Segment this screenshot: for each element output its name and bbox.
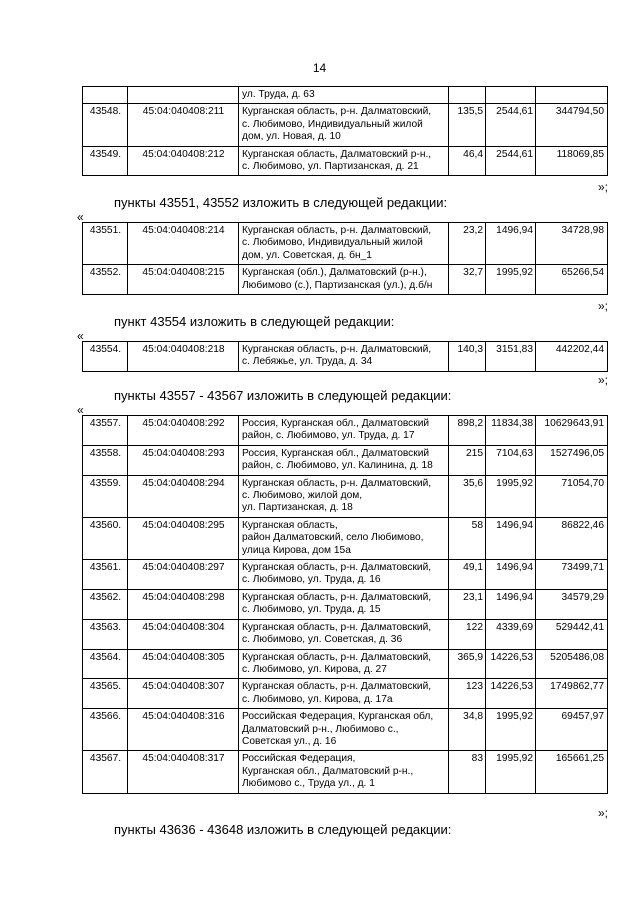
closing-quote-4: »; bbox=[597, 806, 608, 820]
address-line: с. Любимово, ул. Кирова, д. 27 bbox=[242, 663, 387, 675]
cadastral-value-cell: 65266,54 bbox=[536, 265, 608, 295]
cadastral-value-cell: 118069,85 bbox=[536, 146, 608, 176]
specific-value-cell: 1995,92 bbox=[486, 265, 536, 295]
row-number-cell: 43554. bbox=[83, 342, 128, 372]
specific-value-cell: 14226,53 bbox=[486, 649, 536, 679]
address-cell bbox=[239, 265, 449, 295]
row-number-cell: 43563. bbox=[83, 619, 128, 649]
address-line: Россия, Курганская обл., Далматовский bbox=[242, 447, 430, 459]
specific-value-cell: 1496,94 bbox=[486, 560, 536, 590]
address-line: Курганская (обл.), Далматовский (р-н.), bbox=[242, 267, 427, 279]
address-line: Курганская область, р-н. Далматовский, bbox=[242, 562, 432, 574]
paragraph-items-43551-43552: пункты 43551, 43552 изложить в следующей редакции: bbox=[114, 195, 448, 210]
table-row bbox=[83, 649, 608, 679]
cadastral-value-cell: 34728,98 bbox=[536, 223, 608, 265]
table-row bbox=[83, 146, 608, 176]
cadastral-number-cell: 45:04:040408:305 bbox=[128, 649, 239, 679]
cadastral-table-4 bbox=[82, 415, 608, 794]
closing-quote-1: »; bbox=[597, 180, 608, 194]
address-cell bbox=[239, 87, 449, 104]
cadastral-number-cell: 45:04:040408:297 bbox=[128, 560, 239, 590]
cadastral-value-cell: 529442,41 bbox=[536, 619, 608, 649]
table-row bbox=[83, 517, 608, 559]
area-cell: 135,5 bbox=[449, 104, 486, 146]
opening-quote-2: « bbox=[77, 329, 84, 343]
table-row bbox=[83, 751, 608, 793]
address-line: Любимово с., Труда ул., д. 1 bbox=[242, 778, 375, 790]
row-number-cell: 43562. bbox=[83, 589, 128, 619]
address-cell bbox=[239, 619, 449, 649]
paragraph-item-43554: пункт 43554 изложить в следующей редакции: bbox=[114, 314, 395, 329]
table-row bbox=[83, 416, 608, 446]
table-row bbox=[83, 342, 608, 372]
address-line: Курганская область, р-н. Далматовский, bbox=[242, 477, 432, 489]
row-number-cell: 43561. bbox=[83, 560, 128, 590]
specific-value-cell: 1496,94 bbox=[486, 223, 536, 265]
cadastral-number-cell: 45:04:040408:307 bbox=[128, 679, 239, 709]
area-cell: 46,4 bbox=[449, 146, 486, 176]
area-cell: 898,2 bbox=[449, 416, 486, 446]
address-line: ул. Труда, д. 63 bbox=[242, 89, 315, 100]
address-cell bbox=[239, 223, 449, 265]
specific-value-cell bbox=[486, 87, 536, 104]
address-line: дом, ул. Советская, д. бн_1 bbox=[242, 249, 372, 261]
address-line: Курганская область, р-н. Далматовский, bbox=[242, 344, 432, 355]
address-line: район Далматовский, село Любимово, bbox=[242, 532, 424, 544]
specific-value-cell: 14226,53 bbox=[486, 679, 536, 709]
table-row bbox=[83, 619, 608, 649]
area-cell: 35,6 bbox=[449, 475, 486, 517]
address-line: с. Лебяжье, ул. Труда, д. 34 bbox=[242, 356, 373, 368]
table-row bbox=[83, 87, 608, 104]
cadastral-table-1 bbox=[82, 86, 608, 176]
page-number: 14 bbox=[312, 61, 327, 75]
cadastral-number-cell: 45:04:040408:304 bbox=[128, 619, 239, 649]
table-row bbox=[83, 223, 608, 265]
area-cell: 34,8 bbox=[449, 709, 486, 751]
area-cell: 23,1 bbox=[449, 589, 486, 619]
row-number-cell: 43551. bbox=[83, 223, 128, 265]
address-line: ул. Партизанская, д. 18 bbox=[242, 502, 353, 514]
cadastral-value-cell: 5205486,08 bbox=[536, 649, 608, 679]
specific-value-cell: 1496,94 bbox=[486, 517, 536, 559]
specific-value-cell: 2544,61 bbox=[486, 146, 536, 176]
address-line: Курганская область, Далматовский р-н., bbox=[242, 148, 432, 160]
row-number-cell bbox=[83, 87, 128, 104]
address-cell bbox=[239, 589, 449, 619]
specific-value-cell: 1995,92 bbox=[486, 709, 536, 751]
specific-value-cell: 1995,92 bbox=[486, 751, 536, 793]
address-cell bbox=[239, 104, 449, 146]
address-line: с. Любимово, ул. Советская, д. 36 bbox=[242, 634, 403, 646]
address-line: с. Любимово, ул. Партизанская, д. 21 bbox=[242, 161, 419, 173]
address-line: Любимово (с.), Партизанская (ул.), д.б/н bbox=[242, 279, 433, 291]
cadastral-value-cell: 73499,71 bbox=[536, 560, 608, 590]
address-line: с. Любимово, Индивидуальный жилой bbox=[242, 118, 423, 130]
row-number-cell: 43557. bbox=[83, 416, 128, 446]
row-number-cell: 43552. bbox=[83, 265, 128, 295]
cadastral-number-cell: 45:04:040408:294 bbox=[128, 475, 239, 517]
address-line: Далматовский р-н., Любимово с., bbox=[242, 723, 399, 735]
cadastral-number-cell: 45:04:040408:298 bbox=[128, 589, 239, 619]
specific-value-cell: 11834,38 bbox=[486, 416, 536, 446]
opening-quote-3: « bbox=[77, 403, 84, 417]
cadastral-value-cell bbox=[536, 87, 608, 104]
closing-quote-2: »; bbox=[597, 299, 608, 313]
table-row bbox=[83, 475, 608, 517]
table-row bbox=[83, 445, 608, 475]
cadastral-value-cell: 442202,44 bbox=[536, 342, 608, 372]
cadastral-value-cell: 10629643,91 bbox=[536, 416, 608, 446]
cadastral-number-cell: 45:04:040408:292 bbox=[128, 416, 239, 446]
row-number-cell: 43558. bbox=[83, 445, 128, 475]
cadastral-number-cell: 45:04:040408:317 bbox=[128, 751, 239, 793]
specific-value-cell: 7104,63 bbox=[486, 445, 536, 475]
address-cell bbox=[239, 475, 449, 517]
table-row bbox=[83, 104, 608, 146]
cadastral-value-cell: 71054,70 bbox=[536, 475, 608, 517]
address-line: Курганская область, р-н. Далматовский, bbox=[242, 106, 432, 118]
area-cell: 215 bbox=[449, 445, 486, 475]
address-line: Советская ул., д. 16 bbox=[242, 735, 337, 747]
cadastral-table-2 bbox=[82, 222, 608, 295]
cadastral-number-cell: 45:04:040408:295 bbox=[128, 517, 239, 559]
address-line: Курганская область, р-н. Далматовский, bbox=[242, 681, 432, 693]
specific-value-cell: 1995,92 bbox=[486, 475, 536, 517]
cadastral-value-cell: 1749862,77 bbox=[536, 679, 608, 709]
cadastral-number-cell: 45:04:040408:211 bbox=[128, 104, 239, 146]
specific-value-cell: 4339,69 bbox=[486, 619, 536, 649]
cadastral-number-cell: 45:04:040408:316 bbox=[128, 709, 239, 751]
area-cell: 23,2 bbox=[449, 223, 486, 265]
address-line: Курганская область, bbox=[242, 519, 338, 531]
specific-value-cell: 3151,83 bbox=[486, 342, 536, 372]
cadastral-number-cell bbox=[128, 87, 239, 104]
area-cell: 365,9 bbox=[449, 649, 486, 679]
address-line: с. Любимово, ул. Труда, д. 15 bbox=[242, 604, 381, 616]
address-line: Курганская область, р-н. Далматовский, bbox=[242, 621, 432, 633]
address-cell bbox=[239, 416, 449, 446]
cadastral-value-cell: 34579,29 bbox=[536, 589, 608, 619]
cadastral-value-cell: 165661,25 bbox=[536, 751, 608, 793]
row-number-cell: 43549. bbox=[83, 146, 128, 176]
address-cell bbox=[239, 342, 449, 372]
row-number-cell: 43567. bbox=[83, 751, 128, 793]
address-line: Россия, Курганская обл., Далматовский bbox=[242, 418, 430, 429]
cadastral-value-cell: 69457,97 bbox=[536, 709, 608, 751]
cadastral-value-cell: 86822,46 bbox=[536, 517, 608, 559]
paragraph-items-43557-43567: пункты 43557 - 43567 изложить в следующей редакции: bbox=[114, 388, 452, 403]
cadastral-number-cell: 45:04:040408:293 bbox=[128, 445, 239, 475]
area-cell: 58 bbox=[449, 517, 486, 559]
address-cell bbox=[239, 649, 449, 679]
cadastral-value-cell: 344794,50 bbox=[536, 104, 608, 146]
area-cell: 83 bbox=[449, 751, 486, 793]
address-line: Курганская область, р-н. Далматовский, bbox=[242, 651, 432, 663]
address-cell bbox=[239, 517, 449, 559]
cadastral-table-3 bbox=[82, 341, 608, 372]
specific-value-cell: 1496,94 bbox=[486, 589, 536, 619]
area-cell: 140,3 bbox=[449, 342, 486, 372]
address-cell bbox=[239, 751, 449, 793]
address-line: Российская Федерация, Курганская обл, bbox=[242, 711, 434, 723]
area-cell: 49,1 bbox=[449, 560, 486, 590]
cadastral-number-cell: 45:04:040408:218 bbox=[128, 342, 239, 372]
address-cell bbox=[239, 709, 449, 751]
table-row bbox=[83, 709, 608, 751]
row-number-cell: 43560. bbox=[83, 517, 128, 559]
specific-value-cell: 2544,61 bbox=[486, 104, 536, 146]
address-line: с. Любимово, ул. Труда, д. 16 bbox=[242, 574, 381, 586]
closing-quote-3: »; bbox=[597, 373, 608, 387]
area-cell: 122 bbox=[449, 619, 486, 649]
cadastral-value-cell: 1527496,05 bbox=[536, 445, 608, 475]
cadastral-number-cell: 45:04:040408:212 bbox=[128, 146, 239, 176]
area-cell: 32,7 bbox=[449, 265, 486, 295]
address-line: с. Любимово, ул. Кирова, д. 17а bbox=[242, 693, 393, 705]
area-cell bbox=[449, 87, 486, 104]
address-line: район, с. Любимово, ул. Труда, д. 17 bbox=[242, 430, 415, 442]
row-number-cell: 43564. bbox=[83, 649, 128, 679]
address-line: Курганская обл., Далматовский р-н., bbox=[242, 765, 414, 777]
paragraph-items-43636-43648: пункты 43636 - 43648 изложить в следующей редакции: bbox=[114, 822, 452, 837]
table-row bbox=[83, 560, 608, 590]
table-row bbox=[83, 679, 608, 709]
cadastral-number-cell: 45:04:040408:215 bbox=[128, 265, 239, 295]
table-row bbox=[83, 265, 608, 295]
opening-quote-1: « bbox=[77, 210, 84, 224]
address-line: улица Кирова, дом 15а bbox=[242, 544, 351, 556]
row-number-cell: 43566. bbox=[83, 709, 128, 751]
address-line: Курганская область, р-н. Далматовский, bbox=[242, 225, 432, 236]
address-cell bbox=[239, 679, 449, 709]
row-number-cell: 43559. bbox=[83, 475, 128, 517]
cadastral-number-cell: 45:04:040408:214 bbox=[128, 223, 239, 265]
row-number-cell: 43548. bbox=[83, 104, 128, 146]
address-cell bbox=[239, 146, 449, 176]
address-line: дом, ул. Новая, д. 10 bbox=[242, 131, 341, 143]
address-cell bbox=[239, 445, 449, 475]
address-line: район, с. Любимово, ул. Калинина, д. 18 bbox=[242, 460, 433, 472]
row-number-cell: 43565. bbox=[83, 679, 128, 709]
address-line: с. Любимово, Индивидуальный жилой bbox=[242, 237, 423, 249]
address-cell bbox=[239, 560, 449, 590]
address-line: Курганская область, р-н. Далматовский, bbox=[242, 591, 432, 603]
table-row bbox=[83, 589, 608, 619]
address-line: Российская Федерация, bbox=[242, 753, 356, 765]
area-cell: 123 bbox=[449, 679, 486, 709]
address-line: с. Любимово, жилой дом, bbox=[242, 490, 363, 502]
